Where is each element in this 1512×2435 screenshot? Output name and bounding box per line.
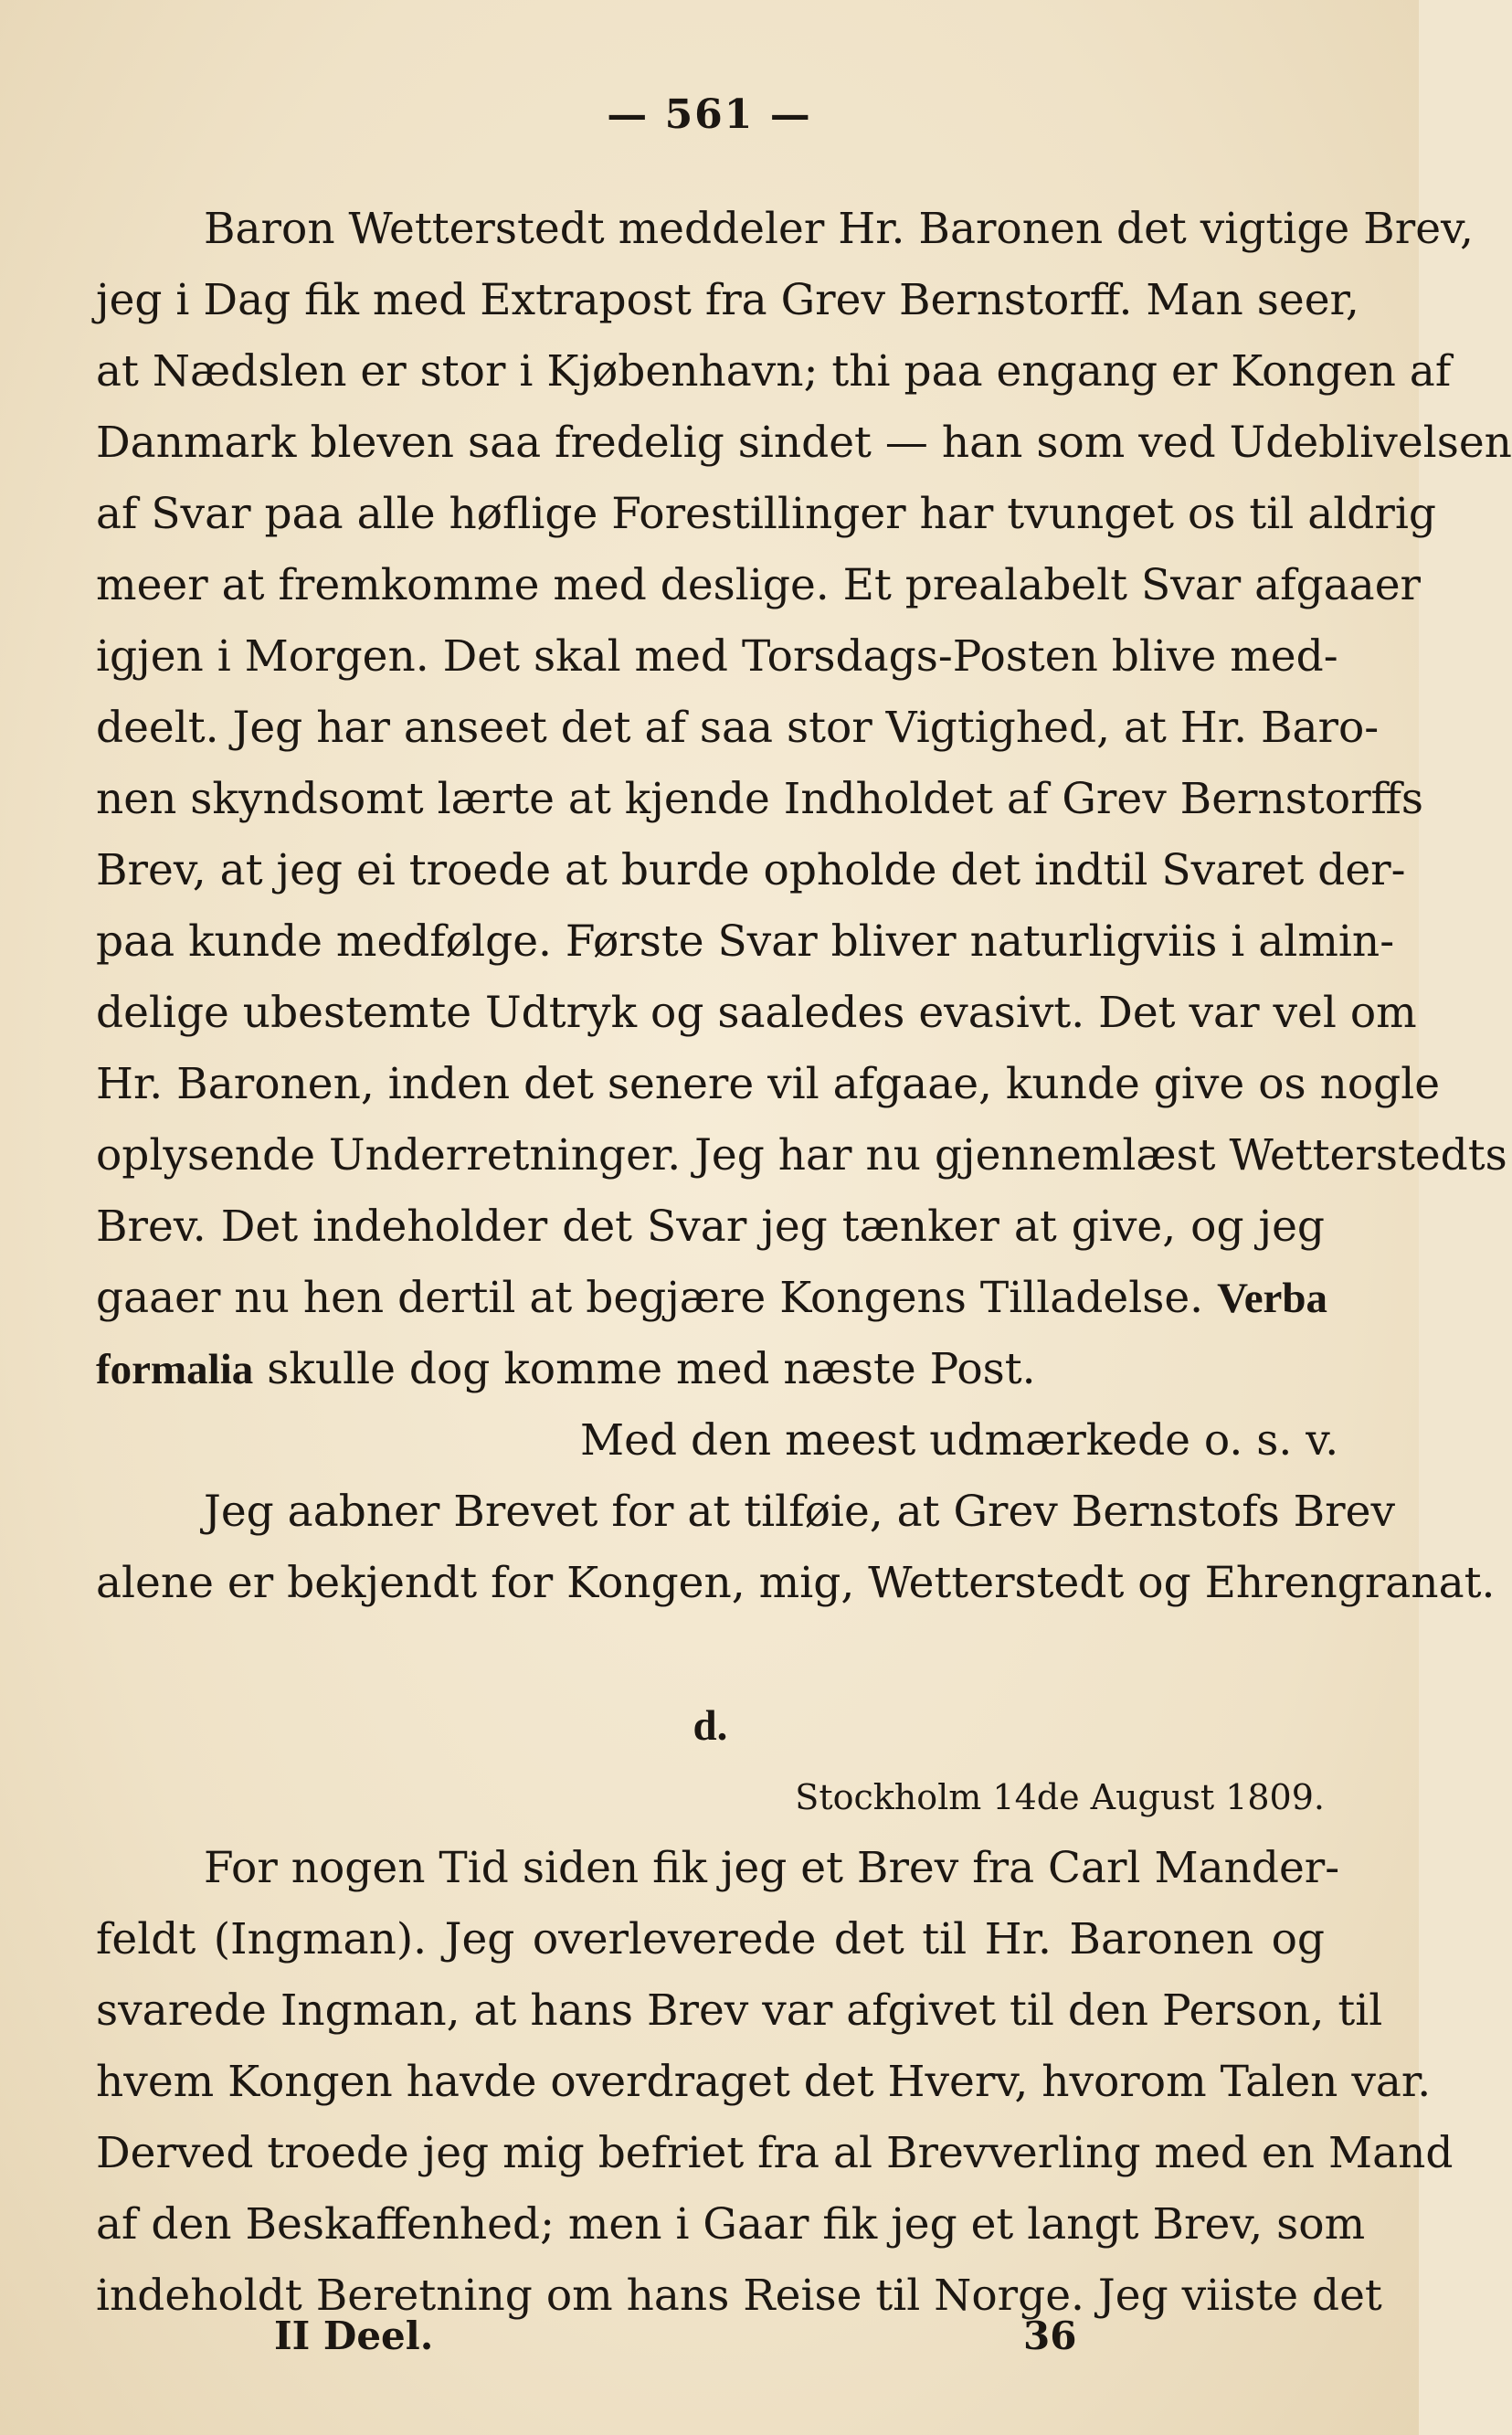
text-line-verba <box>96 1263 1328 1334</box>
text-line: Baron Wetterstedt meddeler Hr. Baronen det vigtige Brev, <box>204 204 1474 254</box>
text-line: alene er bekjendt for Kongen, mig, Wetterstedt og Ehrengranat. <box>96 1558 1496 1608</box>
body-text <box>96 194 1512 2332</box>
text-line: deelt. Jeg har anseet det af saa stor Vigtighed, at Hr. Baro- <box>96 703 1380 753</box>
text-line: af Svar paa alle høflige Forestillinger har tvunget os til aldrig <box>96 489 1436 539</box>
formalia-word: formalia <box>96 1346 254 1393</box>
text-line: Danmark bleven saa fredelig sindet — han som ved Udeblivelsen <box>96 418 1512 468</box>
text-line: meer at fremkomme med deslige. Et prealabelt Svar afgaaer <box>96 560 1421 610</box>
closing-line: Med den meest udmærkede o. s. v. <box>580 1415 1339 1466</box>
text-segment: gaaer nu hen dertil at begjære Kongens Tilladelse. <box>96 1273 1204 1323</box>
text-line: Brev. Det indeholder det Svar jeg tænker at give, og jeg <box>96 1202 1325 1252</box>
text-line: af den Beskaffenhed; men i Gaar fik jeg et langt Brev, som <box>96 2199 1366 2250</box>
text-line: at Nædslen er stor i Kjøbenhavn; thi paa engang er Kongen af <box>96 346 1452 397</box>
text-line: indeholdt Beretning om hans Reise til Norge. Jeg viiste det <box>96 2271 1382 2321</box>
text-line: Brev, at jeg ei troede at burde opholde det indtil Svaret der- <box>96 845 1406 895</box>
text-line: oplysende Underretninger. Jeg har nu gjennemlæst Wetterstedts <box>96 1130 1507 1180</box>
text-line: Jeg aabner Brevet for at tilføie, at Grev Bernstofs Brev <box>204 1487 1396 1537</box>
section-heading: d. <box>693 1702 728 1750</box>
sheet-number: 36 <box>1023 2313 1077 2358</box>
text-line: paa kunde medfølge. Første Svar bliver naturligviis i almin- <box>96 916 1395 967</box>
signature-mark: II Deel. <box>274 2313 434 2358</box>
text-line: igjen i Morgen. Det skal med Torsdags-Posten blive med- <box>96 631 1338 682</box>
text-line-formalia <box>96 1334 1325 1405</box>
text-line: For nogen Tid siden fik jeg et Brev fra Carl Mander- <box>204 1843 1340 1893</box>
text-line: Hr. Baronen, inden det senere vil afgaae, kunde give os nogle <box>96 1059 1441 1109</box>
text-line: delige ubestemte Udtryk og saaledes evasivt. Det var vel om <box>96 988 1417 1038</box>
text-line: hvem Kongen havde overdraget det Hverv, hvorom Talen var. <box>96 2057 1432 2107</box>
text-line: jeg i Dag fik med Extrapost fra Grev Bernstorff. Man seer, <box>96 275 1359 325</box>
text-line: svarede Ingman, at hans Brev var afgivet til den Person, til <box>96 1985 1383 2036</box>
spacer <box>96 1619 1325 1690</box>
verba-word: Verba <box>1217 1275 1328 1322</box>
page-number-header: — 561 — <box>607 91 812 138</box>
dateline: Stockholm 14de August 1809. <box>795 1777 1325 1817</box>
text-line: Derved troede jeg mig befriet fra al Brevverling med en Mand <box>96 2128 1454 2178</box>
text-line: nen skyndsomt lærte at kjende Indholdet af Grev Bernstorffs <box>96 774 1424 824</box>
text-line: feldt (Ingman). Jeg overleverede det til Hr. Baronen og <box>96 1914 1325 1964</box>
text-segment: skulle dog komme med næste Post. <box>267 1344 1036 1394</box>
